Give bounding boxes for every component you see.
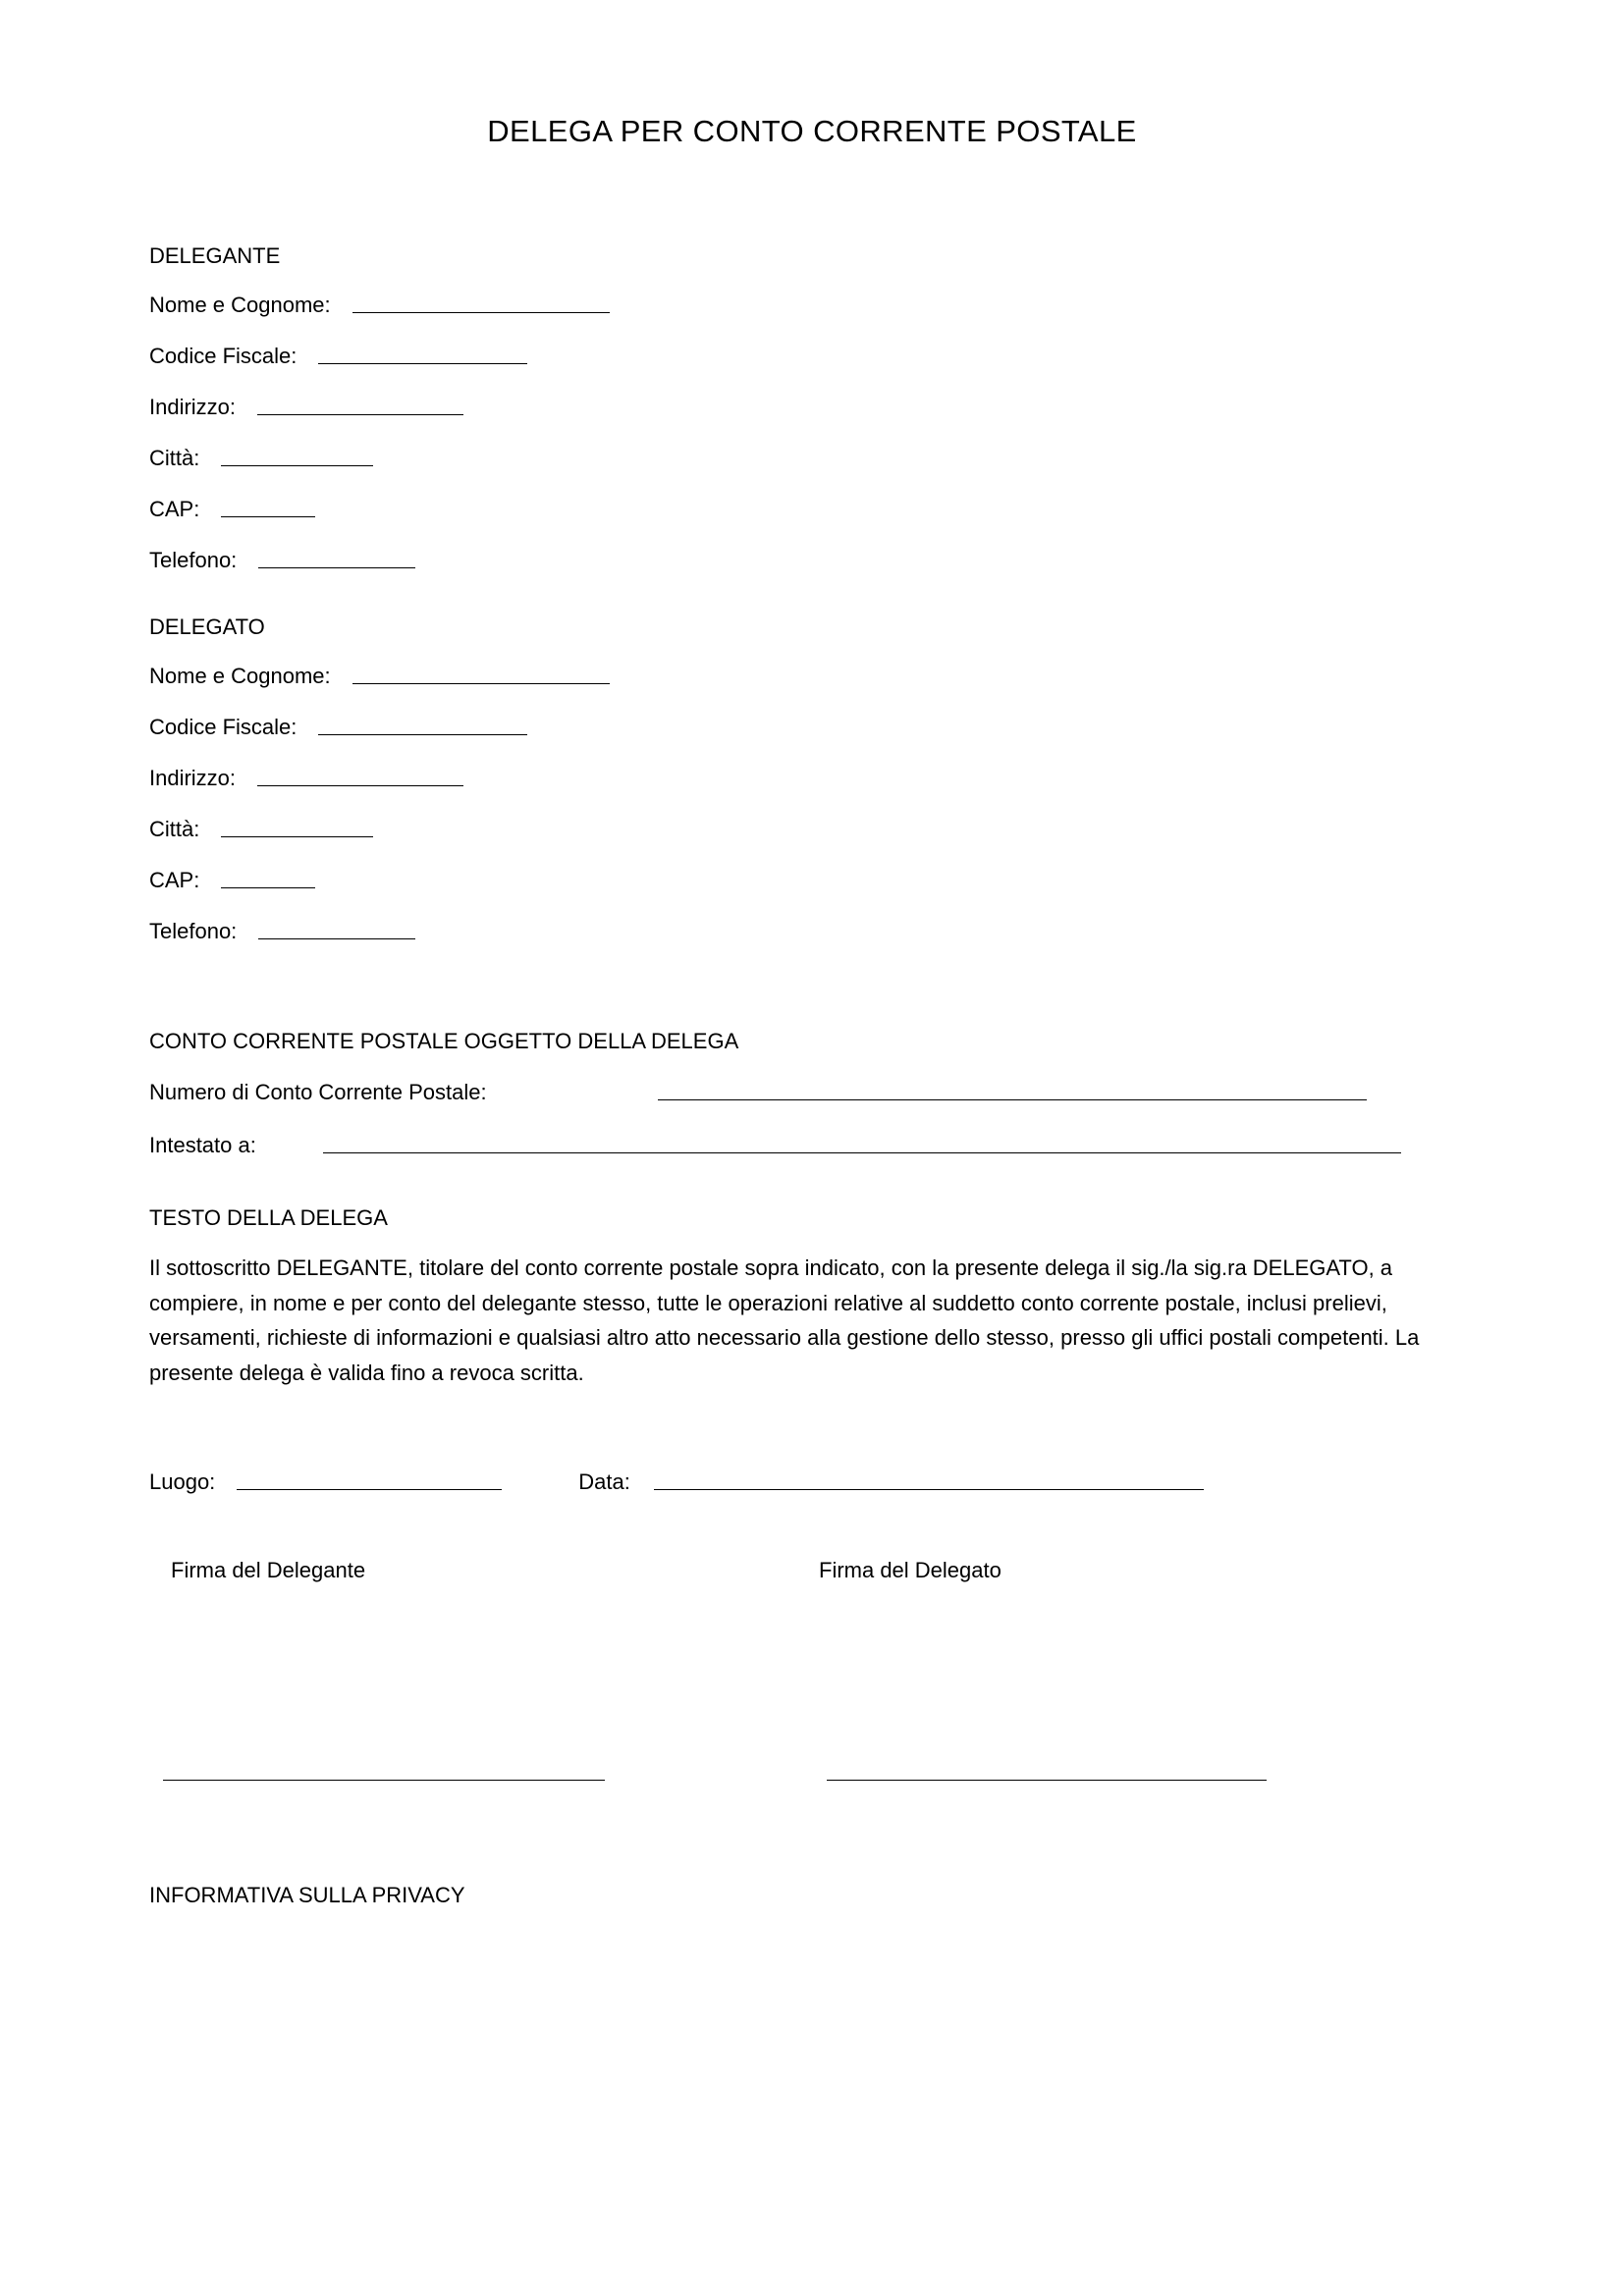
field-delegante-nome bbox=[149, 293, 1475, 318]
field-delegante-telefono bbox=[149, 548, 1475, 573]
luogo-label: Luogo: bbox=[149, 1468, 216, 1494]
section-heading-privacy: INFORMATIVA SULLA PRIVACY bbox=[149, 1882, 465, 1907]
input-line-delegante-codice-fiscale[interactable] bbox=[318, 363, 527, 364]
data-label: Data: bbox=[578, 1468, 630, 1494]
input-line-delegante-indirizzo[interactable] bbox=[257, 414, 463, 415]
field-delegato-nome bbox=[149, 664, 1475, 689]
input-line-delegante-telefono[interactable] bbox=[258, 567, 415, 568]
input-line-delegato-codice-fiscale[interactable] bbox=[318, 734, 527, 735]
field-label: Codice Fiscale: bbox=[149, 344, 298, 368]
field-label: Nome e Cognome: bbox=[149, 293, 331, 317]
firma-delegato-label: Firma del Delegato bbox=[819, 1557, 1001, 1582]
input-line-delegante-citta[interactable] bbox=[221, 465, 373, 466]
input-line-numero-conto[interactable] bbox=[658, 1099, 1367, 1100]
field-delegato-indirizzo bbox=[149, 766, 1475, 791]
field-label: Indirizzo: bbox=[149, 766, 237, 790]
page-title: DELEGA PER CONTO CORRENTE POSTALE bbox=[487, 114, 1137, 148]
field-delegato-codice-fiscale bbox=[149, 715, 1475, 740]
field-label: Indirizzo: bbox=[149, 395, 237, 419]
input-line-data[interactable] bbox=[654, 1489, 1204, 1490]
firme-labels-row bbox=[149, 1558, 1475, 1583]
field-delegante-codice-fiscale bbox=[149, 344, 1475, 369]
input-line-delegante-nome[interactable] bbox=[352, 312, 610, 313]
field-delegato-citta bbox=[149, 817, 1475, 842]
field-label: Telefono: bbox=[149, 548, 238, 572]
field-delegante-indirizzo bbox=[149, 395, 1475, 420]
field-label: Codice Fiscale: bbox=[149, 715, 298, 739]
luogo-data-row bbox=[149, 1469, 1475, 1495]
input-line-delegante-cap[interactable] bbox=[221, 516, 315, 517]
spacer bbox=[149, 573, 1475, 616]
section-heading-delegato: DELEGATO bbox=[149, 614, 265, 639]
firma-delegante-label: Firma del Delegante bbox=[171, 1557, 366, 1582]
signature-line-delegato[interactable] bbox=[827, 1780, 1267, 1781]
field-intestato-a bbox=[149, 1133, 1475, 1158]
testo-delega-paragraph: Il sottoscritto DELEGANTE, titolare del conto corrente postale sopra indicato, con la presente delega il sig./la sig.ra DELEGATO, a compiere, in nome e per conto del delegante stesso, tutte le operazioni relative al suddetto conto corrente postale, inclusi prelievi, versamenti, richieste di informazioni e qualsiasi altro atto necessario alla gestione dello stesso, presso gli uffici postali competenti. La presente delega è valida fino a revoca scritta. bbox=[149, 1255, 1420, 1385]
input-line-intestato-a[interactable] bbox=[323, 1152, 1401, 1153]
field-delegato-telefono bbox=[149, 919, 1475, 944]
field-label: Città: bbox=[149, 817, 200, 841]
field-delegato-cap bbox=[149, 868, 1475, 893]
input-line-delegato-nome[interactable] bbox=[352, 683, 610, 684]
section-heading-delegante: DELEGANTE bbox=[149, 243, 281, 268]
signature-lines-row bbox=[149, 1780, 1475, 1781]
field-label: Nome e Cognome: bbox=[149, 664, 331, 688]
field-label: CAP: bbox=[149, 868, 200, 892]
input-line-delegato-citta[interactable] bbox=[221, 836, 373, 837]
section-heading-conto: CONTO CORRENTE POSTALE OGGETTO DELLA DELEGA bbox=[149, 1029, 739, 1053]
field-label: CAP: bbox=[149, 497, 200, 521]
document-body bbox=[149, 245, 1475, 1908]
signature-line-delegante[interactable] bbox=[163, 1780, 605, 1781]
field-label: Città: bbox=[149, 446, 200, 470]
field-delegante-cap bbox=[149, 497, 1475, 522]
field-label: Intestato a: bbox=[149, 1133, 256, 1157]
field-delegante-citta bbox=[149, 446, 1475, 471]
input-line-delegato-cap[interactable] bbox=[221, 887, 315, 888]
section-heading-testo-delega: TESTO DELLA DELEGA bbox=[149, 1205, 388, 1230]
field-numero-conto bbox=[149, 1080, 1475, 1105]
input-line-delegato-indirizzo[interactable] bbox=[257, 785, 463, 786]
field-label: Numero di Conto Corrente Postale: bbox=[149, 1080, 487, 1104]
input-line-luogo[interactable] bbox=[237, 1489, 502, 1490]
input-line-delegato-telefono[interactable] bbox=[258, 938, 415, 939]
field-label: Telefono: bbox=[149, 919, 238, 943]
